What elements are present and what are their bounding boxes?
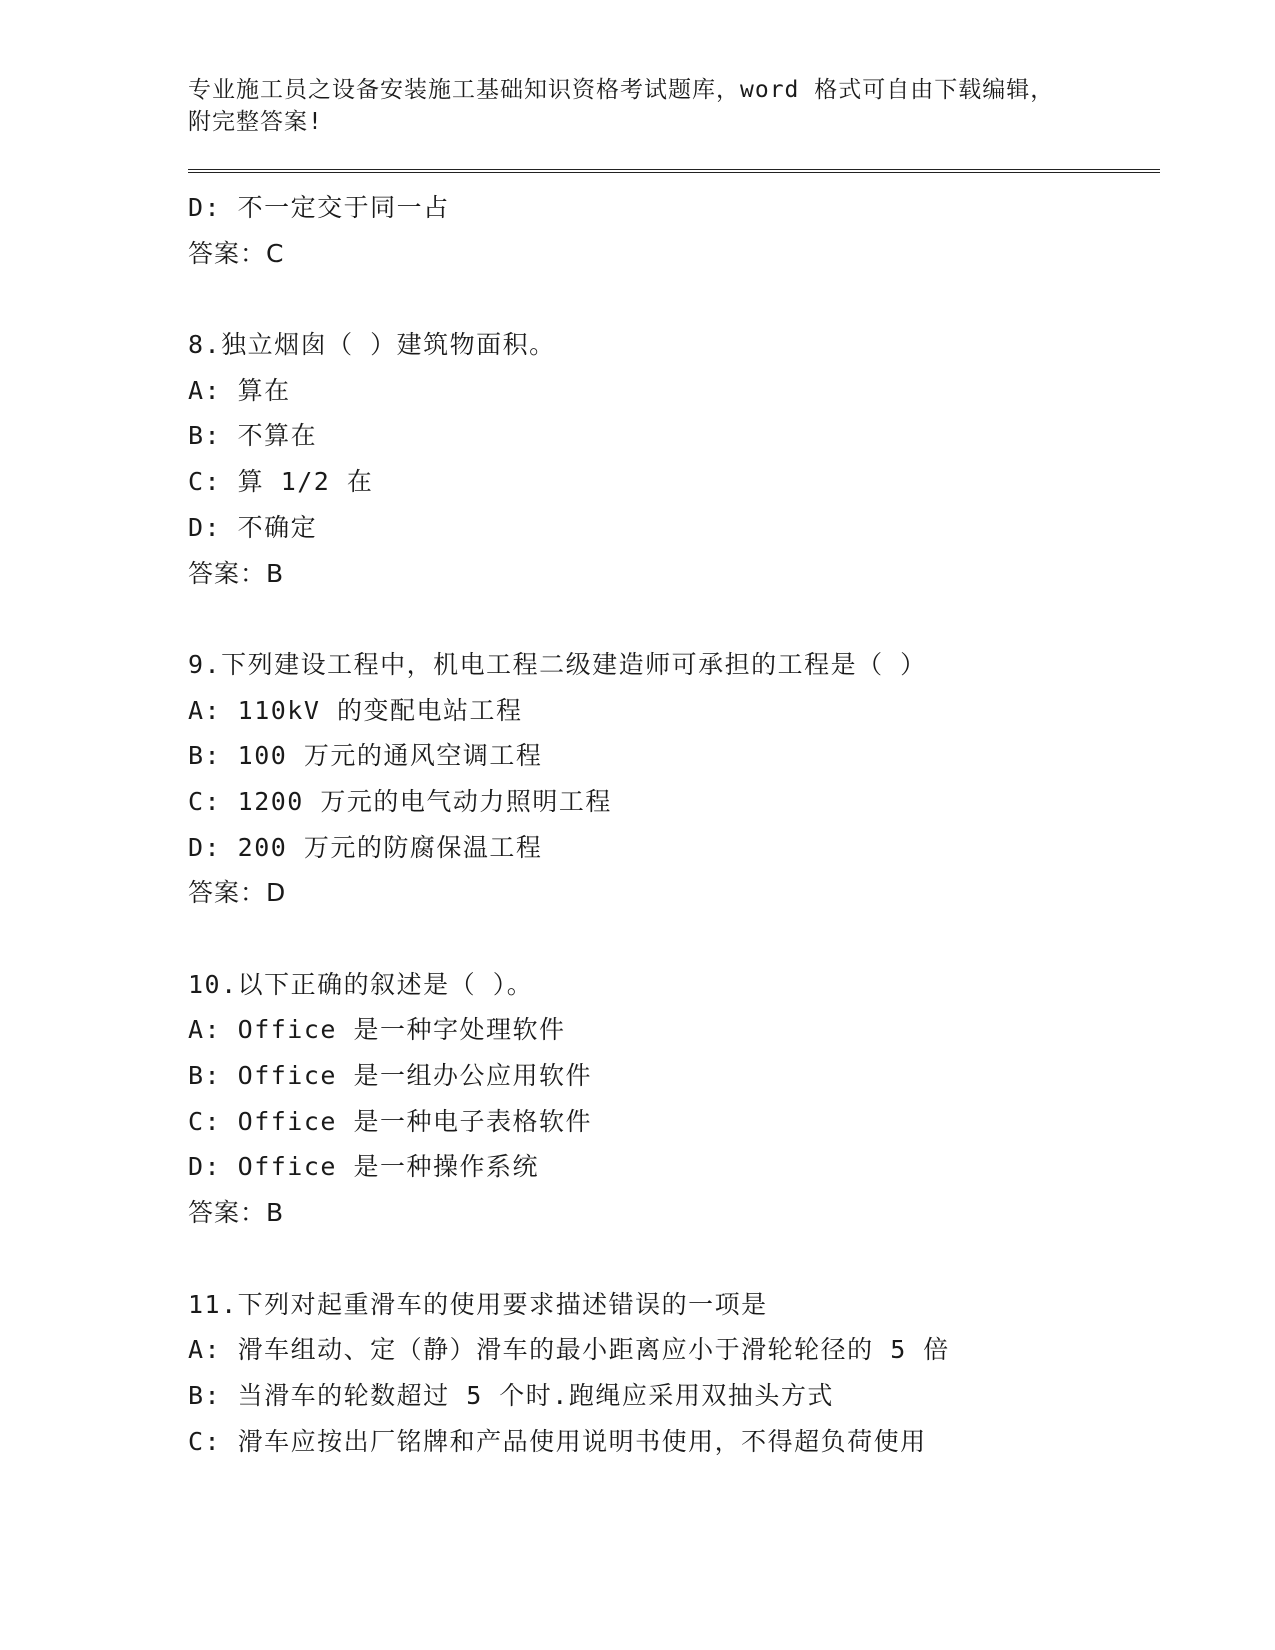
answer-line: 答案：C — [188, 238, 285, 268]
question-10-option-d: D: Office 是一种操作系统 — [188, 1152, 540, 1182]
question-9-option-d: D: 200 万元的防腐保温工程 — [188, 832, 543, 862]
question-9-option-b: B: 100 万元的通风空调工程 — [188, 741, 543, 771]
question-10-option-c: C: Office 是一种电子表格软件 — [188, 1106, 593, 1136]
question-9-option-a: A: 110kV 的变配电站工程 — [188, 695, 523, 725]
question-list — [188, 185, 1160, 1464]
question-8-answer: 答案：B — [188, 558, 285, 588]
header-line-1: 专业施工员之设备安装施工基础知识资格考试题库，word 格式可自由下载编辑， — [188, 77, 1055, 103]
question-10: 10.以下正确的叙述是（ ）。 — [188, 969, 534, 999]
question-8-option-d: D: 不确定 — [188, 512, 318, 542]
spacer — [188, 596, 1160, 642]
question-8-option-b: B: 不算在 — [188, 421, 318, 451]
question-9-option-c: C: 1200 万元的电气动力照明工程 — [188, 786, 612, 816]
question-10-option-b: B: Office 是一组办公应用软件 — [188, 1061, 593, 1091]
option-d: D: 不一定交于同一占 — [188, 193, 450, 222]
document-header — [188, 74, 1160, 138]
question-10-option-a: A: Office 是一种字处理软件 — [188, 1015, 566, 1045]
question-10-answer: 答案：B — [188, 1198, 285, 1228]
question-11: 11.下列对起重滑车的使用要求描述错误的一项是 — [188, 1289, 768, 1319]
question-8: 8.独立烟囱（ ）建筑物面积。 — [188, 330, 556, 360]
question-11-option-c: C: 滑车应按出厂铭牌和产品使用说明书使用，不得超负荷使用 — [188, 1426, 927, 1456]
spacer — [188, 916, 1160, 962]
header-line-2: 附完整答案! — [188, 109, 323, 135]
spacer — [188, 1236, 1160, 1282]
document-page — [188, 74, 1160, 1464]
question-11-option-a: A: 滑车组动、定（静）滑车的最小距离应小于滑轮轮径的 5 倍 — [188, 1335, 950, 1365]
question-9: 9.下列建设工程中，机电工程二级建造师可承担的工程是（ ） — [188, 649, 927, 679]
question-8-option-a: A: 算在 — [188, 375, 291, 405]
question-11-option-b: B: 当滑车的轮数超过 5 个时.跑绳应采用双抽头方式 — [188, 1380, 834, 1410]
question-8-option-c: C: 算 1/2 在 — [188, 467, 374, 497]
header-divider — [188, 169, 1160, 173]
spacer — [188, 276, 1160, 322]
question-9-answer: 答案：D — [188, 878, 287, 908]
